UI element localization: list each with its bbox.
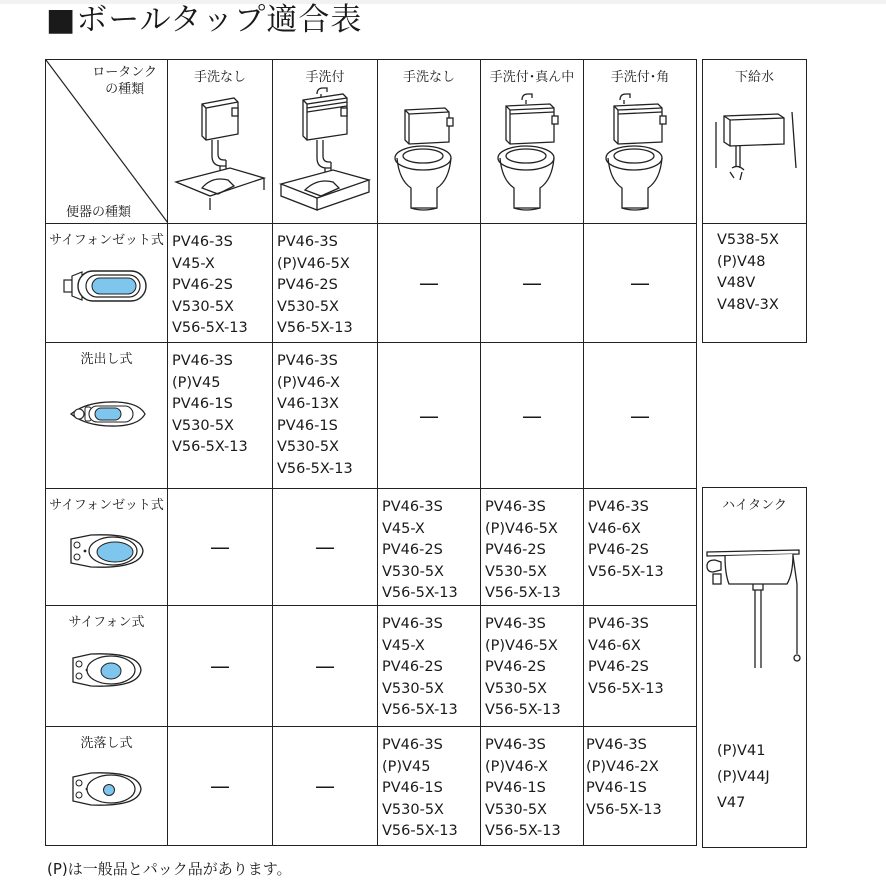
cell-r3-c4: PV46-3S (P)V46-5X PV46-2S V530-5X V56-5X-13 [481, 489, 584, 606]
tank-type-label: ロータンク の種類 [92, 65, 157, 97]
column-header-1: 手洗なし [168, 60, 273, 224]
row-header-5: 洗落し式 [46, 727, 168, 846]
page-title: ■ボールタップ適合表 [46, 2, 363, 38]
cell-r2-c4: — [481, 343, 584, 489]
high-tank-cell: ハイタンク (P)V41 (P)V44J V47 [703, 488, 807, 848]
cell-r2-c1: PV46-3S (P)V45 PV46-1S V530-5X V56-5X-13 [168, 343, 273, 489]
cell-r2-c5: — [584, 343, 697, 489]
table-row [46, 606, 697, 727]
cell-r1-c2: PV46-3S (P)V46-5X PV46-2S V530-5X V56-5X-13 [273, 224, 378, 343]
cell-r5-c5: PV46-3S (P)V46-2X PV46-1S V56-5X-13 [584, 727, 697, 846]
cell-r4-c2: — [273, 606, 378, 727]
cell-r1-c1: PV46-3S V45-X PV46-2S V530-5X V56-5X-13 [168, 224, 273, 343]
cell-r5-c3: PV46-3S (P)V45 PV46-1S V530-5X V56-5X-13 [378, 727, 481, 846]
western-toilet-icon [389, 100, 469, 220]
side-table-lower-feed [702, 59, 807, 343]
table-corner-cell [46, 60, 168, 224]
squat-bowl-siphon-jet-icon [62, 268, 152, 304]
cell-r5-c2: — [273, 727, 378, 846]
cell-r3-c3: PV46-3S V45-X PV46-2S V530-5X V56-5X-13 [378, 489, 481, 606]
column-header-3: 手洗なし [378, 60, 481, 224]
western-bowl-washdown-icon [69, 769, 145, 809]
table-row [46, 489, 697, 606]
row-header-3: サイフォンゼット式 [46, 489, 168, 606]
side-table-high-tank [702, 487, 807, 848]
compatibility-table [45, 59, 697, 846]
squat-toilet-tank-faucet-icon [277, 86, 373, 216]
table-row [46, 727, 697, 846]
squat-bowl-washout-icon [67, 399, 147, 429]
western-toilet-faucet-center-icon [492, 90, 572, 220]
cell-r1-c5: — [584, 224, 697, 343]
high-tank-codes: (P)V41 (P)V44J V47 [717, 743, 770, 811]
lower-feed-codes: V538-5X (P)V48 V48V V48V-3X [703, 224, 807, 343]
western-bowl-siphon-icon [69, 650, 145, 690]
cell-r4-c4: PV46-3S (P)V46-5X PV46-2S V530-5X V56-5X-13 [481, 606, 584, 727]
table-row [46, 224, 697, 343]
bowl-type-label: 便器の種類 [66, 205, 132, 220]
western-bowl-siphon-jet-icon [67, 531, 147, 571]
table-row [46, 343, 697, 489]
cell-r4-c5: PV46-3S V46-6X PV46-2S V56-5X-13 [584, 606, 697, 727]
lower-feed-tank-icon [710, 108, 800, 198]
column-header-4: 手洗付･真ん中 [481, 60, 584, 224]
cell-r3-c1: — [168, 489, 273, 606]
cell-r3-c2: — [273, 489, 378, 606]
cell-r2-c2: PV46-3S (P)V46-X V46-13X PV46-1S V530-5X V56-5X-13 [273, 343, 378, 489]
cell-r5-c4: PV46-3S (P)V46-X PV46-1S V530-5X V56-5X-13 [481, 727, 584, 846]
cell-r4-c3: PV46-3S V45-X PV46-2S V530-5X V56-5X-13 [378, 606, 481, 727]
high-tank-icon [703, 544, 803, 674]
lower-feed-header: 下給水 [703, 60, 807, 224]
cell-r1-c3: — [378, 224, 481, 343]
cell-r2-c3: — [378, 343, 481, 489]
cell-r3-c5: PV46-3S V46-6X PV46-2S V56-5X-13 [584, 489, 697, 606]
cell-r4-c1: — [168, 606, 273, 727]
row-header-1: サイフォンゼット式 [46, 224, 168, 343]
row-header-4: サイフォン式 [46, 606, 168, 727]
column-header-5: 手洗付･角 [584, 60, 697, 224]
cell-r5-c1: — [168, 727, 273, 846]
footnote: (P)は一般品とパック品があります。 [47, 860, 292, 878]
cell-r1-c4: — [481, 224, 584, 343]
squat-toilet-tank-icon [172, 92, 268, 212]
western-toilet-faucet-corner-icon [600, 90, 680, 220]
row-header-2: 洗出し式 [46, 343, 168, 489]
column-header-2: 手洗付 [273, 60, 378, 224]
